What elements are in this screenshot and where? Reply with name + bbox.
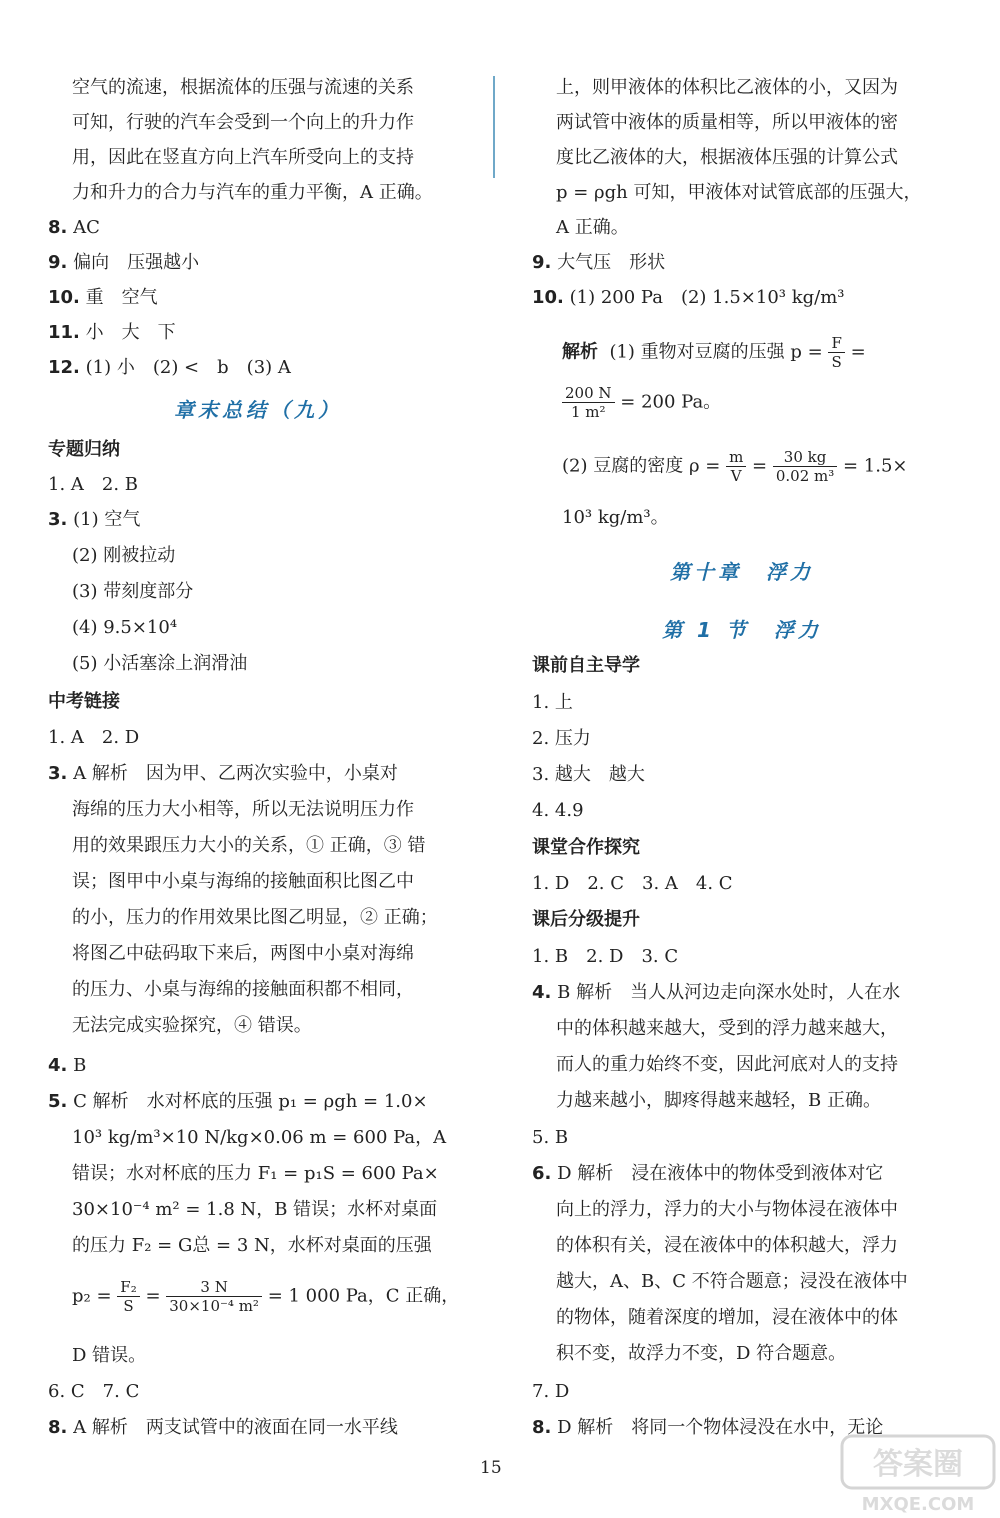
section-after-heading: 课后分级提升 — [532, 909, 640, 930]
after-answer-8: 8. D 解析 将同一个物体浸没在水中，无论 — [532, 1417, 884, 1438]
answer-9: 9. 大气压 形状 — [532, 252, 666, 273]
section-pre-heading: 课前自主导学 — [532, 655, 640, 676]
topic-answer-3-5: (5) 小活塞涂上润滑油 — [72, 653, 248, 674]
exam-answers-1-2: 1. A 2. D — [48, 727, 140, 748]
text-line: 的压力、小桌与海绵的接触面积都不相同， — [72, 979, 414, 1000]
after-answer-5: 5. B — [532, 1127, 569, 1148]
text-line: 积不变，故浮力不变，D 符合题意。 — [556, 1343, 847, 1364]
topic-answer-3: 3. (1) 空气 — [48, 509, 141, 530]
text-line: 越大，A、B、C 不符合题意；浸没在液体中 — [556, 1271, 908, 1292]
watermark-logo — [838, 1432, 998, 1516]
section-class-heading: 课堂合作探究 — [532, 837, 640, 858]
topic-answer-3-4: (4) 9.5×10⁴ — [72, 617, 178, 638]
text-line: 误；图甲中小桌与海绵的接触面积比图乙中 — [72, 871, 414, 892]
pre-answer-2: 2. 压力 — [532, 728, 591, 749]
fraction: $\frac{30 kg}{\text{0.02 m³}}$ — [773, 448, 837, 485]
exam-answer-3: 3. A 解析 因为甲、乙两次实验中，小桌对 — [48, 763, 398, 784]
text-line: 30×10⁻⁴ m² = 1.8 N，B 错误；水杯对桌面 — [72, 1199, 438, 1220]
after-answer-6: 6. D 解析 浸在液体中的物体受到液体对它 — [532, 1163, 884, 1184]
chapter-10-heading: 第十章 浮力 — [670, 560, 814, 584]
fraction: $\frac{\text{F₂}}{S}$ — [117, 1278, 139, 1315]
fraction: $\frac{3 N}{\text{30×10⁻⁴ m²}}$ — [166, 1278, 262, 1315]
text-line: 空气的流速，根据流体的压强与流速的关系 — [72, 77, 414, 98]
answer-9: 9. 偏向 压强越小 — [48, 252, 200, 273]
exam-answer-4: 4. B — [48, 1055, 87, 1076]
text-line: 中的体积越来越大，受到的浮力越来越大， — [556, 1018, 898, 1039]
answer-11: 11. 小 大 下 — [48, 322, 176, 343]
text-line: 的小，压力的作用效果比图乙明显，② 正确； — [72, 907, 438, 928]
text-line: 向上的浮力，浮力的大小与物体浸在液体中 — [556, 1199, 898, 1220]
analysis-line-1: 解析 (1) 重物对豆腐的压强 p = $\frac{F}{S}$ = — [562, 334, 866, 371]
analysis-line-2: $\frac{200 N}{\text{1 m²}}$ = 200 Pa。 — [562, 384, 721, 421]
text-line: 10³ kg/m³×10 N/kg×0.06 m = 600 Pa，A — [72, 1127, 447, 1148]
svg-text:答案圈: 答案圈 — [873, 1447, 963, 1482]
text-line: 度比乙液体的大，根据液体压强的计算公式 — [556, 147, 898, 168]
section-1-heading: 第 1 节 浮力 — [662, 618, 822, 642]
section-exam-heading: 中考链接 — [48, 691, 120, 712]
text-line: 无法完成实验探究，④ 错误。 — [72, 1015, 312, 1036]
after-answers-1-3: 1. B 2. D 3. C — [532, 946, 679, 967]
text-line: 用的效果跟压力大小的关系，① 正确，③ 错 — [72, 835, 426, 856]
exam-answer-8: 8. A 解析 两支试管中的液面在同一水平线 — [48, 1417, 398, 1438]
topic-answers-1-2: 1. A 2. B — [48, 474, 139, 495]
pre-answer-4: 4. 4.9 — [532, 800, 584, 821]
text-line: 而人的重力始终不变，因此河底对人的支持 — [556, 1054, 898, 1075]
svg-text:MXQE.COM: MXQE.COM — [861, 1494, 975, 1515]
class-answers: 1. D 2. C 3. A 4. C — [532, 873, 733, 894]
pre-answer-1: 1. 上 — [532, 692, 573, 713]
pre-answer-3: 3. 越大 越大 — [532, 764, 645, 785]
answer-12: 12. (1) 小 (2) < b (3) A — [48, 357, 291, 378]
answer-8: 8. AC — [48, 217, 100, 238]
text-line: A 正确。 — [556, 217, 629, 238]
text-line: 的体积有关，浸在液体中的体积越大，浮力 — [556, 1235, 898, 1256]
answer-10: 10. (1) 200 Pa (2) 1.5×10³ kg/m³ — [532, 287, 845, 308]
fraction: $\frac{F}{S}$ — [828, 334, 844, 371]
text-line: 的物体，随着深度的增加，浸在液体中的体 — [556, 1307, 898, 1328]
exam-answers-6-7: 6. C 7. C — [48, 1381, 140, 1402]
analysis-line-4: 10³ kg/m³。 — [562, 507, 669, 528]
chapter-summary-heading: 章末总结（九） — [174, 398, 342, 422]
text-line: 海绵的压力大小相等，所以无法说明压力作 — [72, 799, 414, 820]
section-topic-heading: 专题归纳 — [48, 439, 120, 460]
text-line: 力越来越小，脚疼得越来越轻，B 正确。 — [556, 1090, 881, 1111]
text-line: 错误；水对杯底的压力 F₁ = p₁S = 600 Pa× — [72, 1163, 439, 1184]
exam-answer-5: 5. C 解析 水对杯底的压强 p₁ = ρgh = 1.0× — [48, 1091, 428, 1112]
text-line: D 错误。 — [72, 1345, 147, 1366]
after-answer-4: 4. B 解析 当人从河边走向深水处时，人在水 — [532, 982, 901, 1003]
text-line: 可知，行驶的汽车会受到一个向上的升力作 — [72, 112, 414, 133]
after-answer-7: 7. D — [532, 1381, 570, 1402]
text-line: 用，因此在竖直方向上汽车所受向上的支持 — [72, 147, 414, 168]
text-line: 力和升力的合力与汽车的重力平衡，A 正确。 — [72, 182, 433, 203]
pressure-formula: p₂ = $\frac{\text{F₂}}{S}$ = $\frac{3 N}{\text{30×10⁻⁴ m²}}$ = 1 000 Pa，C 正确， — [72, 1278, 460, 1315]
text-line: 两试管中液体的质量相等，所以甲液体的密 — [556, 112, 898, 133]
answer-10: 10. 重 空气 — [48, 287, 158, 308]
text-line: p = ρgh 可知，甲液体对试管底部的压强大， — [556, 182, 922, 203]
text-line: 上，则甲液体的体积比乙液体的小，又因为 — [556, 77, 898, 98]
column-divider — [493, 76, 495, 178]
topic-answer-3-3: (3) 带刻度部分 — [72, 581, 194, 602]
fraction: $\frac{200 N}{\text{1 m²}}$ — [562, 384, 615, 421]
page-number: 15 — [480, 1458, 502, 1478]
text-line: 将图乙中砝码取下来后，两图中小桌对海绵 — [72, 943, 414, 964]
topic-answer-3-2: (2) 刚被拉动 — [72, 545, 176, 566]
fraction: $\frac{m}{V}$ — [726, 448, 746, 485]
text-line: 的压力 F₂ = G总 = 3 N，水杯对桌面的压强 — [72, 1235, 432, 1256]
analysis-line-3: (2) 豆腐的密度 ρ = $\frac{m}{V}$ = $\frac{30 kg}{\text{0.02 m³}}$ = 1.5× — [562, 448, 908, 485]
